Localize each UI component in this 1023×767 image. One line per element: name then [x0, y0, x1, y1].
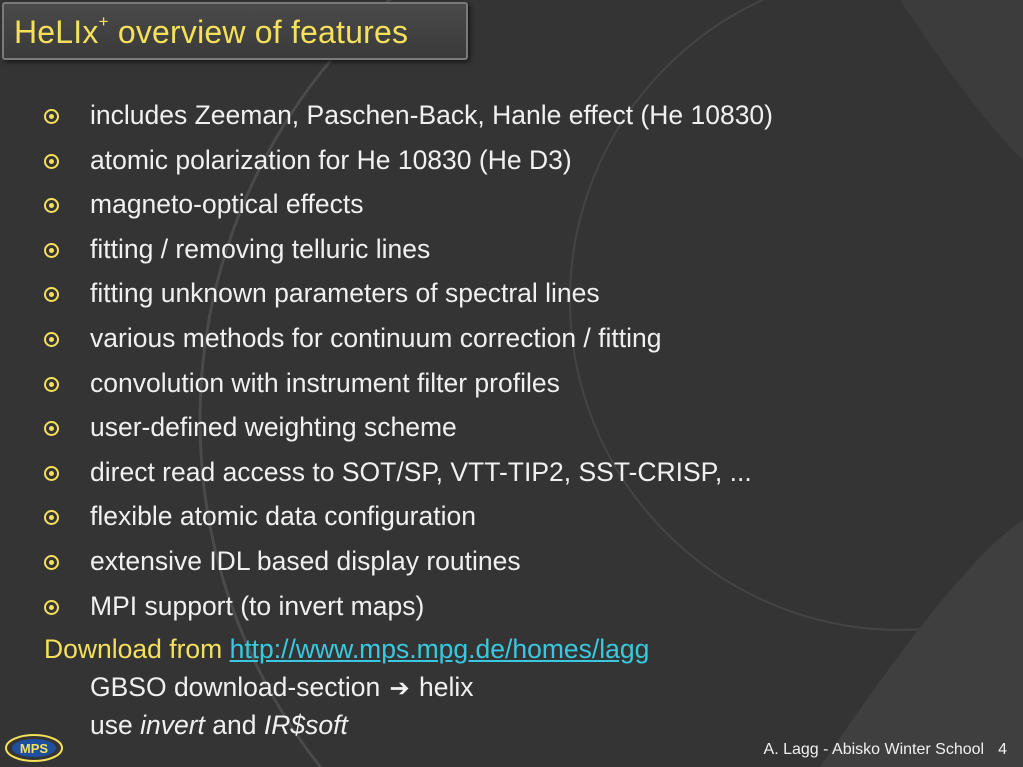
page-number: 4 — [998, 741, 1007, 758]
bullet-icon — [44, 154, 59, 169]
slide-title — [14, 14, 408, 51]
list-item — [44, 230, 773, 275]
download-prefix: Download from — [44, 634, 230, 664]
irsoft-text: IR$soft — [263, 710, 348, 740]
bullet-text: atomic polarization for He 10830 (He D3) — [90, 144, 572, 175]
bullet-text: various methods for continuum correction / fitting — [90, 322, 662, 353]
list-item — [44, 141, 773, 186]
bullet-icon — [44, 600, 59, 615]
arrow-right-icon: ➔ — [389, 675, 410, 702]
footer-text: A. Lagg - Abisko Winter School — [763, 741, 985, 758]
bullet-text: fitting / removing telluric lines — [90, 233, 431, 264]
bullet-icon — [44, 109, 59, 124]
list-item — [44, 185, 773, 230]
download-section-text: GBSO download-section — [90, 672, 388, 702]
list-item — [44, 587, 773, 632]
helix-text: helix — [411, 672, 474, 702]
download-link[interactable]: http://www.mps.mpg.de/homes/lagg — [229, 634, 650, 664]
bullet-icon — [44, 421, 59, 436]
download-section-line — [90, 668, 474, 708]
bullet-text: magneto-optical effects — [90, 189, 364, 220]
list-item — [44, 96, 773, 141]
bullet-icon — [44, 332, 59, 347]
title-rest: overview of features — [108, 14, 409, 50]
list-item — [44, 497, 773, 542]
title-main: HeLIx — [14, 14, 99, 50]
bullet-text: includes Zeeman, Paschen-Back, Hanle effect (He 10830) — [90, 100, 773, 130]
title-superscript: + — [98, 12, 109, 31]
bullet-icon — [44, 198, 59, 213]
list-item — [44, 364, 773, 409]
bullet-text: direct read access to SOT/SP, VTT-TIP2, SST-CRISP, ... — [90, 456, 752, 487]
list-item — [44, 542, 773, 587]
bullet-text: MPI support (to invert maps) — [90, 590, 425, 621]
invert-text: invert — [140, 710, 205, 740]
mps-logo-text: MPS — [19, 741, 49, 756]
download-line — [44, 630, 649, 668]
bullet-text: user-defined weighting scheme — [90, 412, 457, 443]
usage-text-c: and — [204, 710, 264, 740]
list-item — [44, 274, 773, 319]
slide-footer — [764, 741, 1007, 759]
bullet-icon — [44, 243, 59, 258]
list-item — [44, 453, 773, 498]
list-item — [44, 408, 773, 453]
bullet-icon — [44, 510, 59, 525]
bullet-icon — [44, 377, 59, 392]
bullet-text: convolution with instrument filter profiles — [90, 367, 560, 398]
bullet-icon — [44, 555, 59, 570]
bullet-icon — [44, 287, 59, 302]
bullet-text: flexible atomic data configuration — [90, 501, 476, 532]
usage-line — [90, 706, 348, 744]
feature-list — [44, 96, 773, 631]
title-box — [2, 2, 468, 60]
mps-logo — [4, 733, 64, 763]
list-item — [44, 319, 773, 364]
bullet-icon — [44, 466, 59, 481]
bullet-text: fitting unknown parameters of spectral lines — [90, 278, 600, 309]
usage-text-a: use — [90, 710, 141, 740]
bullet-text: extensive IDL based display routines — [90, 545, 521, 576]
